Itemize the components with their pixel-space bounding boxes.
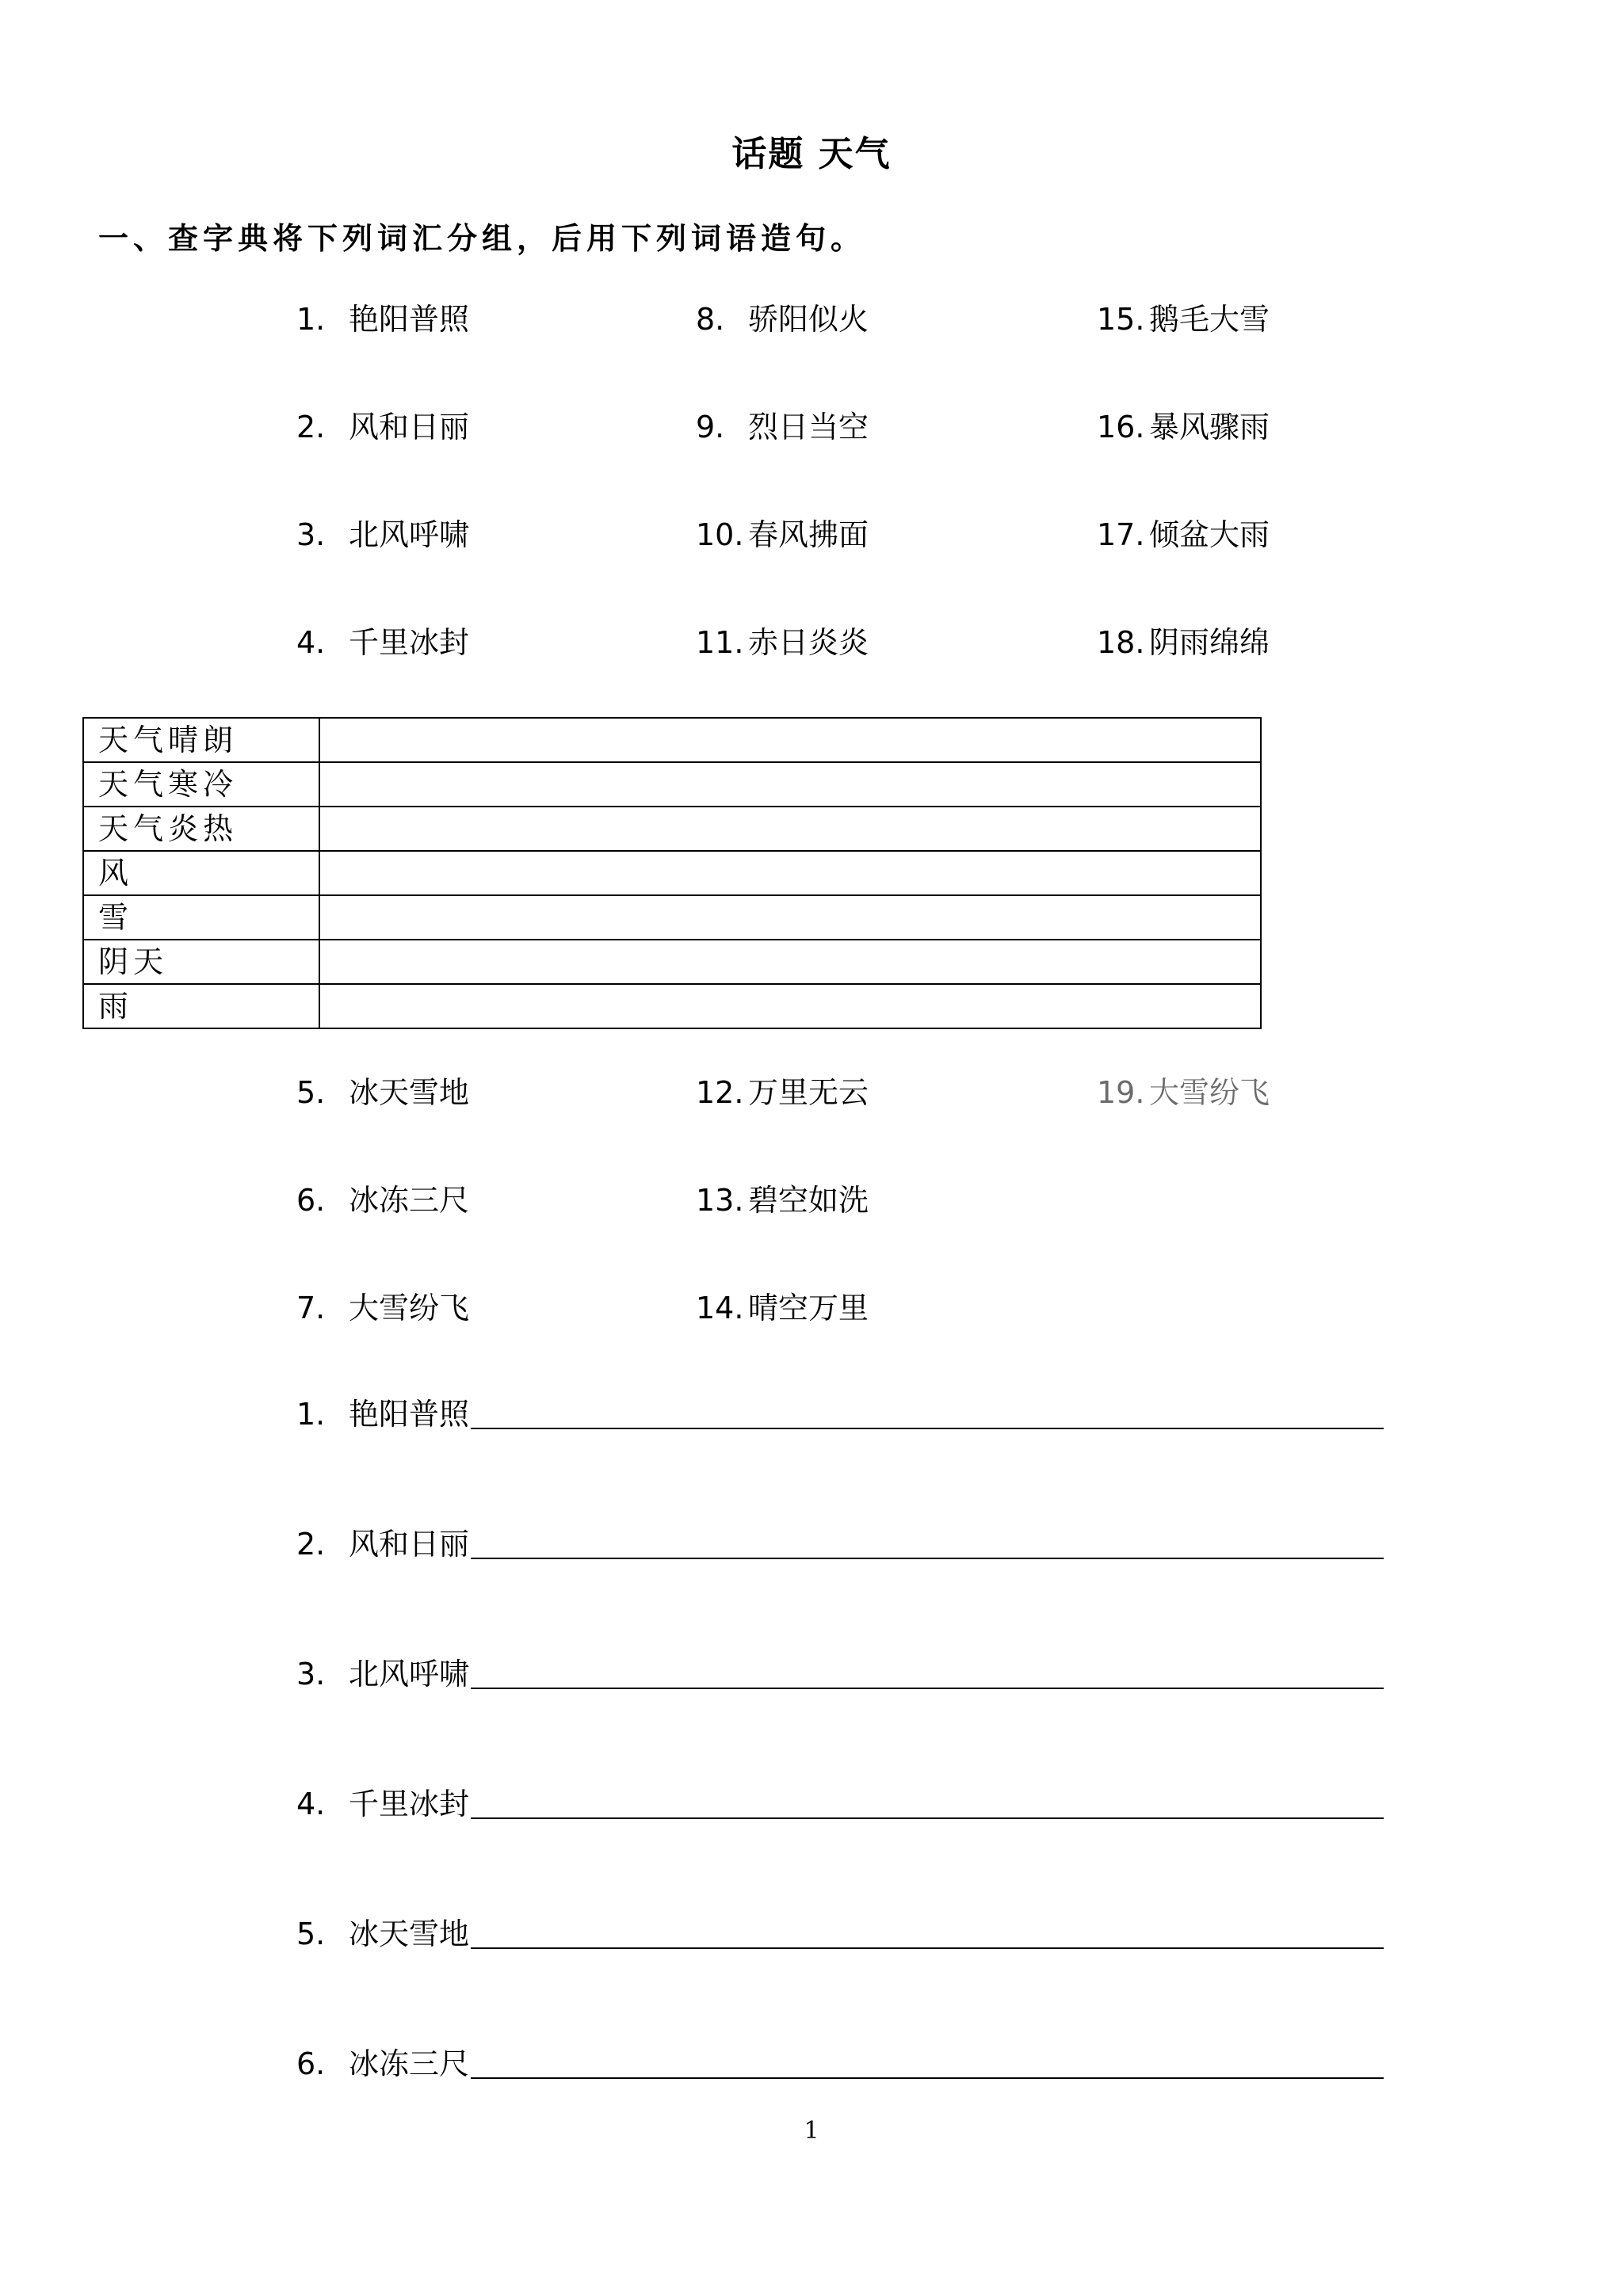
category-label: 雨 — [83, 984, 319, 1028]
answer-line[interactable] — [471, 1919, 1384, 1949]
vocab-item: 9. 烈日当空 — [696, 410, 869, 444]
answer-line[interactable] — [471, 1789, 1384, 1819]
category-label: 天气寒冷 — [83, 762, 319, 807]
table-row — [83, 762, 1261, 807]
sentence-line: 6. 冰冻三尺 — [296, 2049, 1384, 2079]
page-number: 1 — [804, 2117, 819, 2145]
category-label: 雪 — [83, 895, 319, 940]
vocab-item: 14. 晴空万里 — [696, 1291, 869, 1325]
table-row — [83, 851, 1261, 895]
table-row — [83, 807, 1261, 851]
vocab-item: 8. 骄阳似火 — [696, 302, 869, 337]
vocab-item: 7. 大雪纷飞 — [296, 1291, 470, 1325]
vocab-item: 12. 万里无云 — [696, 1075, 869, 1110]
vocab-item: 11. 赤日炎炎 — [696, 625, 869, 660]
vocab-item: 19. 大雪纷飞 — [1097, 1075, 1270, 1110]
answer-cell[interactable] — [319, 984, 1261, 1028]
table-row — [83, 940, 1261, 984]
table-row — [83, 895, 1261, 940]
vocab-item: 18. 阴雨绵绵 — [1097, 625, 1270, 660]
vocab-item: 17. 倾盆大雨 — [1097, 517, 1270, 552]
instruction-heading: 一、查字典将下列词汇分组，后用下列词语造句。 — [98, 221, 866, 256]
vocab-item: 13. 碧空如洗 — [696, 1183, 869, 1218]
category-label: 风 — [83, 851, 319, 895]
category-label: 阴天 — [83, 940, 319, 984]
sentence-line: 3. 北风呼啸 — [296, 1659, 1384, 1689]
vocab-item: 3. 北风呼啸 — [296, 517, 470, 552]
table-row — [83, 984, 1261, 1028]
vocab-item: 6. 冰冻三尺 — [296, 1183, 470, 1218]
answer-cell[interactable] — [319, 851, 1261, 895]
answer-cell[interactable] — [319, 895, 1261, 940]
sentence-line: 1. 艳阳普照 — [296, 1399, 1384, 1429]
answer-line[interactable] — [471, 1529, 1384, 1559]
vocab-item: 16. 暴风骤雨 — [1097, 410, 1270, 444]
vocab-item: 2. 风和日丽 — [296, 410, 470, 444]
answer-cell[interactable] — [319, 762, 1261, 807]
answer-cell[interactable] — [319, 807, 1261, 851]
answer-line[interactable] — [471, 2049, 1384, 2079]
vocab-item: 4. 千里冰封 — [296, 625, 470, 660]
vocab-item: 10. 春风拂面 — [696, 517, 869, 552]
answer-cell[interactable] — [319, 940, 1261, 984]
vocab-item: 5. 冰天雪地 — [296, 1075, 470, 1110]
vocab-item: 1. 艳阳普照 — [296, 302, 470, 337]
sentence-line: 2. 风和日丽 — [296, 1529, 1384, 1559]
sentence-line: 4. 千里冰封 — [296, 1789, 1384, 1819]
category-label: 天气晴朗 — [83, 718, 319, 762]
answer-line[interactable] — [471, 1659, 1384, 1689]
sentence-line: 5. 冰天雪地 — [296, 1919, 1384, 1949]
page-title: 话题 天气 — [731, 134, 892, 174]
table-row — [83, 718, 1261, 762]
category-label: 天气炎热 — [83, 807, 319, 851]
answer-line[interactable] — [471, 1399, 1384, 1429]
category-table — [82, 717, 1262, 1029]
vocab-item: 15. 鹅毛大雪 — [1097, 302, 1270, 337]
answer-cell[interactable] — [319, 718, 1261, 762]
